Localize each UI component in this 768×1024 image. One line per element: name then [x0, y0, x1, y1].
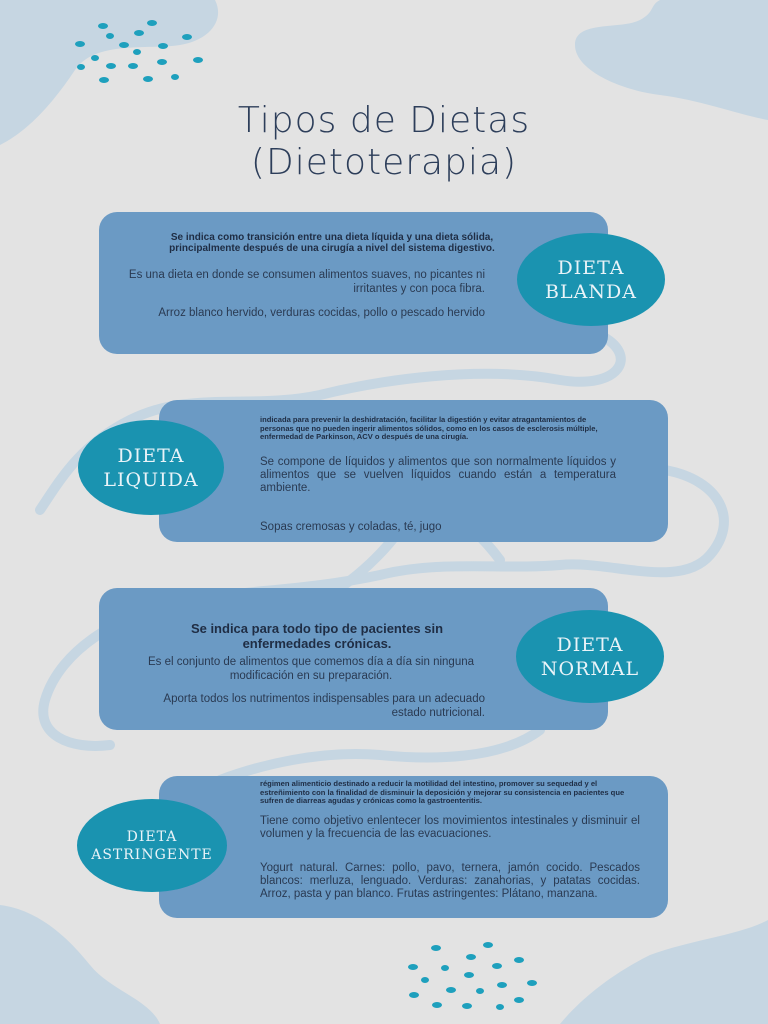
circle-dieta-liquida: [78, 420, 224, 515]
card-dieta-liquida: [159, 400, 668, 542]
blob-bottom-left: [0, 905, 160, 1024]
circle-dieta-blanda: [517, 233, 665, 326]
ejemplos-text: Sopas cremosas y coladas, té, jugo: [260, 521, 442, 533]
indicacion-text: Se indica como transición entre una dieta líquida y una dieta sólida, principalmente después de una cirugía a nivel del sistema digestivo.: [169, 232, 495, 254]
indicacion-text: indicada para prevenir la deshidratación, facilitar la digestión y evitar atragantamientos de personas que no pueden ingerir alimentos sólidos, como en los casos de esclerosis múltiple, enfermedad de Parkinson, ACV o después de una cirugía.: [260, 415, 598, 441]
circle-label-line2: LIQUIDA: [103, 468, 199, 491]
circle-label-line1: DIETA: [557, 256, 625, 279]
indicacion-text: régimen alimenticio destinado a reducir la motilidad del intestino, promover su sequedad y el estreñimiento con la finalidad de disminuir la deposición y mejorar su consistencia en pacientes que sufren de diarreas agudas y crónicas como la gastroenteritis.: [260, 779, 625, 805]
page-title-line1: Tipos de Dietas: [237, 100, 531, 141]
descripcion-text: Es una dieta en donde se consumen alimentos suaves, no picantes ni irritantes y con poca fibra.: [128, 269, 485, 295]
circle-label-line2: BLANDA: [545, 280, 637, 303]
circle-label-line1: DIETA: [117, 444, 185, 467]
descripcion-text: Tiene como objetivo enlentecer los movimientos intestinales y disminuir el volumen y la frecuencia de las evacuaciones.: [260, 815, 640, 840]
blob-bottom-right: [560, 920, 768, 1024]
circle-label-line2: ASTRINGENTE: [91, 846, 213, 863]
card-dieta-astringente: [159, 776, 668, 918]
wave-line-3: [220, 730, 540, 780]
circle-label-line1: DIETA: [556, 633, 624, 656]
descripcion-text: Es el conjunto de alimentos que comemos día a día sin ninguna modificación en su preparación.: [147, 656, 475, 682]
indicacion-text: Se indica para todo tipo de pacientes sin enfermedades crónicas.: [190, 621, 444, 651]
circle-label-line2: NORMAL: [540, 657, 640, 680]
ejemplos-text: Aporta todos los nutrimentos indispensables para un adecuado estado nutricional.: [163, 693, 485, 719]
circle-label-line1: DIETA: [126, 828, 178, 845]
ejemplos-text: Arroz blanco hervido, verduras cocidas, pollo o pescado hervido: [158, 307, 485, 319]
descripcion-text: Se compone de líquidos y alimentos que son normalmente líquidos y alimentos que se vuelven líquidos cuando están a temperatura ambiente.: [260, 456, 616, 494]
ejemplos-text: Yogurt natural. Carnes: pollo, pavo, ternera, jamón cocido. Pescados blancos: merluza, lenguado. Verduras: zanahorias, y patatas cocidas. Arroz, pasta y pan blanco. Frutas astringentes: Plátano, manzana.: [260, 862, 640, 900]
circle-dieta-astringente: [77, 799, 227, 892]
page-title-line2: (Dietoterapia): [250, 142, 518, 183]
dots-bottom: [408, 942, 537, 1010]
circle-dieta-normal: [516, 610, 664, 703]
